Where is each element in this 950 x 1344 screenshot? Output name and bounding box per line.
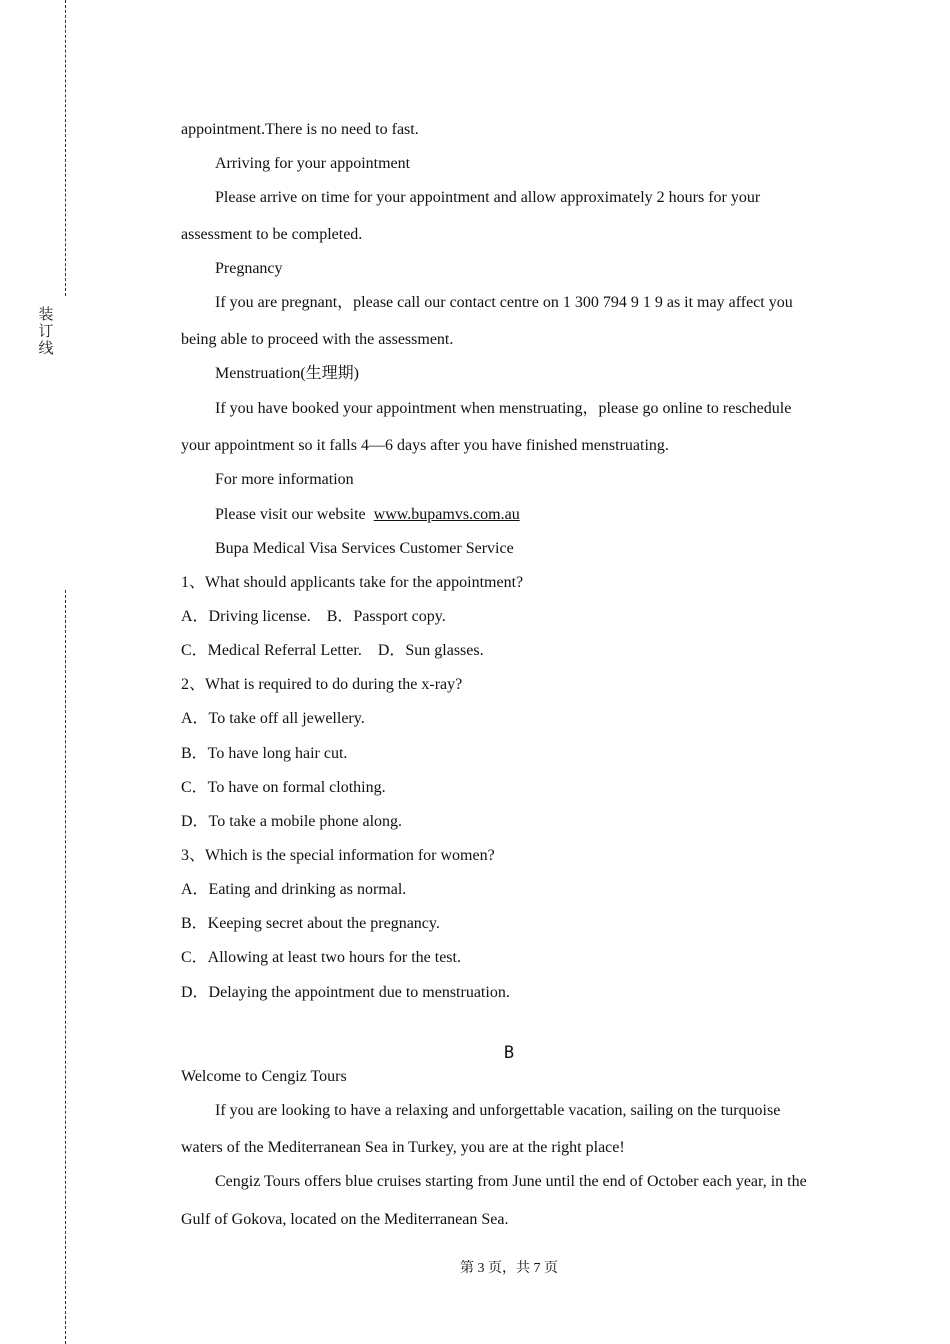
binding-line-bottom: [65, 590, 66, 1344]
passage-a-line: being able to proceed with the assessment.: [181, 331, 454, 348]
passage-a-signoff: Bupa Medical Visa Services Customer Service: [215, 540, 514, 557]
question-option: C．To have on formal clothing.: [181, 779, 386, 796]
binding-char: 装: [38, 305, 54, 323]
passage-a-heading: Pregnancy: [215, 260, 283, 277]
binding-char: 订: [38, 322, 54, 340]
question-stem: 3、Which is the special information for women?: [181, 847, 495, 864]
passage-a-line: assessment to be completed.: [181, 226, 363, 243]
passage-b-title: Welcome to Cengiz Tours: [181, 1068, 347, 1085]
question-option: A．To take off all jewellery.: [181, 710, 365, 727]
passage-a-line: appointment.There is no need to fast.: [181, 121, 419, 138]
question-option: B．Keeping secret about the pregnancy.: [181, 915, 440, 932]
passage-a-line: If you are pregnant，please call our contact centre on 1 300 794 9 1 9 as it may affect you: [215, 294, 793, 311]
passage-b-line: waters of the Mediterranean Sea in Turkey, you are at the right place!: [181, 1139, 625, 1156]
passage-a-heading: Menstruation(生理期): [215, 365, 359, 382]
website-link[interactable]: www.bupamvs.com.au: [373, 506, 520, 523]
website-prefix: Please visit our website: [215, 506, 366, 523]
passage-a-line: your appointment so it falls 4—6 days after you have finished menstruating.: [181, 437, 669, 454]
binding-char: 线: [38, 339, 54, 357]
question-options: C．Medical Referral Letter. D．Sun glasses.: [181, 642, 484, 659]
question-stem: 1、What should applicants take for the appointment?: [181, 574, 524, 591]
question-option: A．Eating and drinking as normal.: [181, 881, 407, 898]
passage-a-heading: For more information: [215, 471, 354, 488]
question-option: C．Allowing at least two hours for the test.: [181, 949, 461, 966]
question-options: A．Driving license. B．Passport copy.: [181, 608, 446, 625]
website-line: [181, 505, 850, 525]
binding-line-top: [65, 0, 66, 296]
question-option: B．To have long hair cut.: [181, 745, 348, 762]
passage-b-line: Gulf of Gokova, located on the Mediterranean Sea.: [181, 1211, 509, 1228]
question-option: D．Delaying the appointment due to menstruation.: [181, 984, 510, 1001]
page-footer: 第 3 页，共 7 页: [460, 1261, 558, 1276]
section-label: B: [503, 1043, 515, 1063]
binding-label: [37, 306, 55, 357]
passage-a-line: If you have booked your appointment when menstruating，please go online to reschedule: [215, 400, 792, 417]
question-stem: 2、What is required to do during the x-ray?: [181, 676, 463, 693]
passage-a-heading: Arriving for your appointment: [215, 155, 411, 172]
passage-b-line: Cengiz Tours offers blue cruises starting from June until the end of October each year, in the: [215, 1173, 807, 1190]
question-option: D．To take a mobile phone along.: [181, 813, 403, 830]
passage-a-line: Please arrive on time for your appointment and allow approximately 2 hours for your: [215, 189, 761, 206]
passage-b-line: If you are looking to have a relaxing and unforgettable vacation, sailing on the turquoise: [215, 1102, 781, 1119]
